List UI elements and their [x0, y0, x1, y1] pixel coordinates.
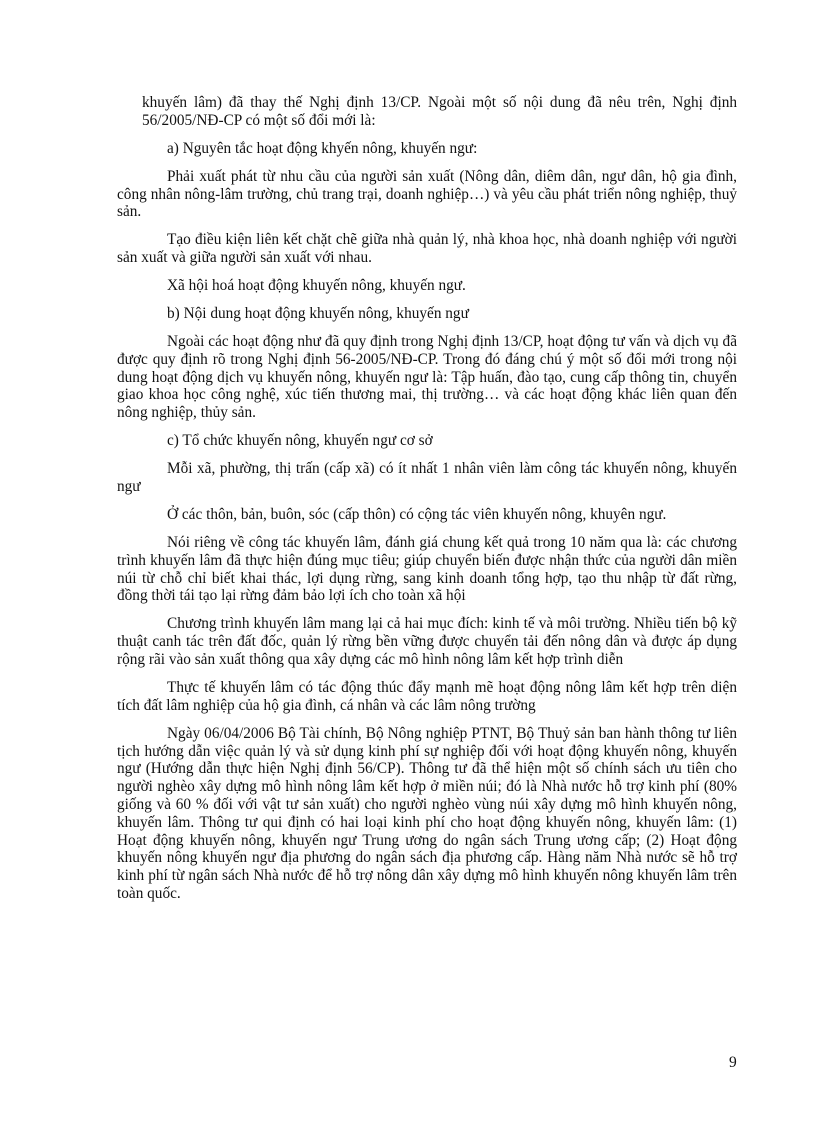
- paragraph-continuation: khuyến lâm) đã thay thế Nghị định 13/CP. Ngoài một số nội dung đã nêu trên, Nghị định 56/2005/NĐ-CP có một số đổi mới là:: [142, 94, 737, 129]
- paragraph: Tạo điều kiện liên kết chặt chẽ giữa nhà quản lý, nhà khoa học, nhà doanh nghiệp với người sản xuất và giữa người sản xuất với nhau.: [117, 231, 737, 267]
- paragraph: Ở các thôn, bản, buôn, sóc (cấp thôn) có cộng tác viên khuyến nông, khuyên ngư.: [167, 506, 667, 524]
- heading-b-content: b) Nội dung hoạt động khuyến nông, khuyến ngư: [167, 305, 469, 323]
- heading-c-organization: c) Tổ chức khuyến nông, khuyến ngư cơ sở: [167, 432, 433, 450]
- paragraph: Ngoài các hoạt động như đã quy định trong Nghị định 13/CP, hoạt động tư vấn và dịch vụ đã được quy định rõ trong Nghị định 56-2005/NĐ-CP. Trong đó đáng chú ý một số đổi mới trong nội dung hoạt động dịch vụ khuyến nông, khuyến ngư là: Tập huấn, đào tạo, cung cấp thông tin, chuyển giao khoa học công nghệ, xúc tiến thương mai, thị trường… và các hoạt động khác liên quan đến nông nghiệp, thủy sản.: [117, 333, 737, 422]
- paragraph: Phải xuất phát từ nhu cầu của người sản xuất (Nông dân, diêm dân, ngư dân, hộ gia đình, công nhân nông-lâm trường, chủ trang trại, doanh nghiệp…) và yêu cầu phát triển nông nghiệp, thuỷ sản.: [117, 167, 737, 221]
- paragraph: Mỗi xã, phường, thị trấn (cấp xã) có ít nhất 1 nhân viên làm công tác khuyến nông, khuyến ngư: [117, 460, 737, 496]
- paragraph: Nói riêng về công tác khuyến lâm, đánh giá chung kết quả trong 10 năm qua là: các chương trình khuyến lâm đã thực hiện đúng mục tiêu; giúp chuyển biến được nhận thức của người dân miền núi từ chỗ chỉ biết khai thác, lợi dụng rừng, sang kinh doanh tổng hợp, tạo thu nhập từ đất rừng, đồng thời tái tạo lại rừng đảm bảo lợi ích cho toàn xã hội: [117, 534, 737, 605]
- paragraph: Chương trình khuyến lâm mang lại cả hai mục đích: kinh tế và môi trường. Nhiều tiến bộ kỹ thuật canh tác trên đất đốc, quản lý rừng bền vững được chuyển tải đến nông dân và được áp dụng rộng rãi vào sản xuất thông qua xây dựng các mô hình nông lâm kết hợp trình diễn: [117, 615, 737, 668]
- page-number: 9: [729, 1054, 737, 1071]
- paragraph: Xã hội hoá hoạt động khuyến nông, khuyến ngư.: [167, 277, 466, 295]
- heading-a-principles: a) Nguyên tắc hoạt động khyến nông, khuyến ngư:: [167, 139, 478, 157]
- document-body: [117, 94, 737, 913]
- paragraph: Ngày 06/04/2006 Bộ Tài chính, Bộ Nông nghiệp PTNT, Bộ Thuỷ sản ban hành thông tư liên tịch hướng dẫn việc quản lý và sử dụng kinh phí sự nghiệp đối với hoạt động khuyến nông, khuyến ngư (Hướng dẫn thực hiện Nghị định 56/CP). Thông tư đã thể hiện một số chính sách ưu tiên cho người nghèo xây dựng mô hình nông lâm kết hợp ở miền núi; đó là Nhà nước hỗ trợ kinh phí (80% giống và 60 % đối với vật tư sản xuất) cho người nghèo vùng núi xây dựng mô hình khuyến nông, khuyến lâm. Thông tư qui định có hai loại kinh phí cho hoạt động khuyến nông, khuyến lâm: (1) Hoạt động khuyến nông, khuyến ngư Trung ương do ngân sách Trung ương cấp; (2) Hoạt động khuyến nông khuyến ngư địa phương do ngân sách địa phương cấp. Hàng năm Nhà nước sẽ hỗ trợ kinh phí từ ngân sách Nhà nước để hỗ trợ nông dân xây dựng mô hình khuyến nông khuyến lâm trên toàn quốc.: [117, 724, 737, 902]
- paragraph: Thực tế khuyến lâm có tác động thúc đẩy mạnh mẽ hoạt động nông lâm kết hợp trên diện tích đất lâm nghiệp của hộ gia đình, cá nhân và các lâm nông trường: [117, 678, 737, 714]
